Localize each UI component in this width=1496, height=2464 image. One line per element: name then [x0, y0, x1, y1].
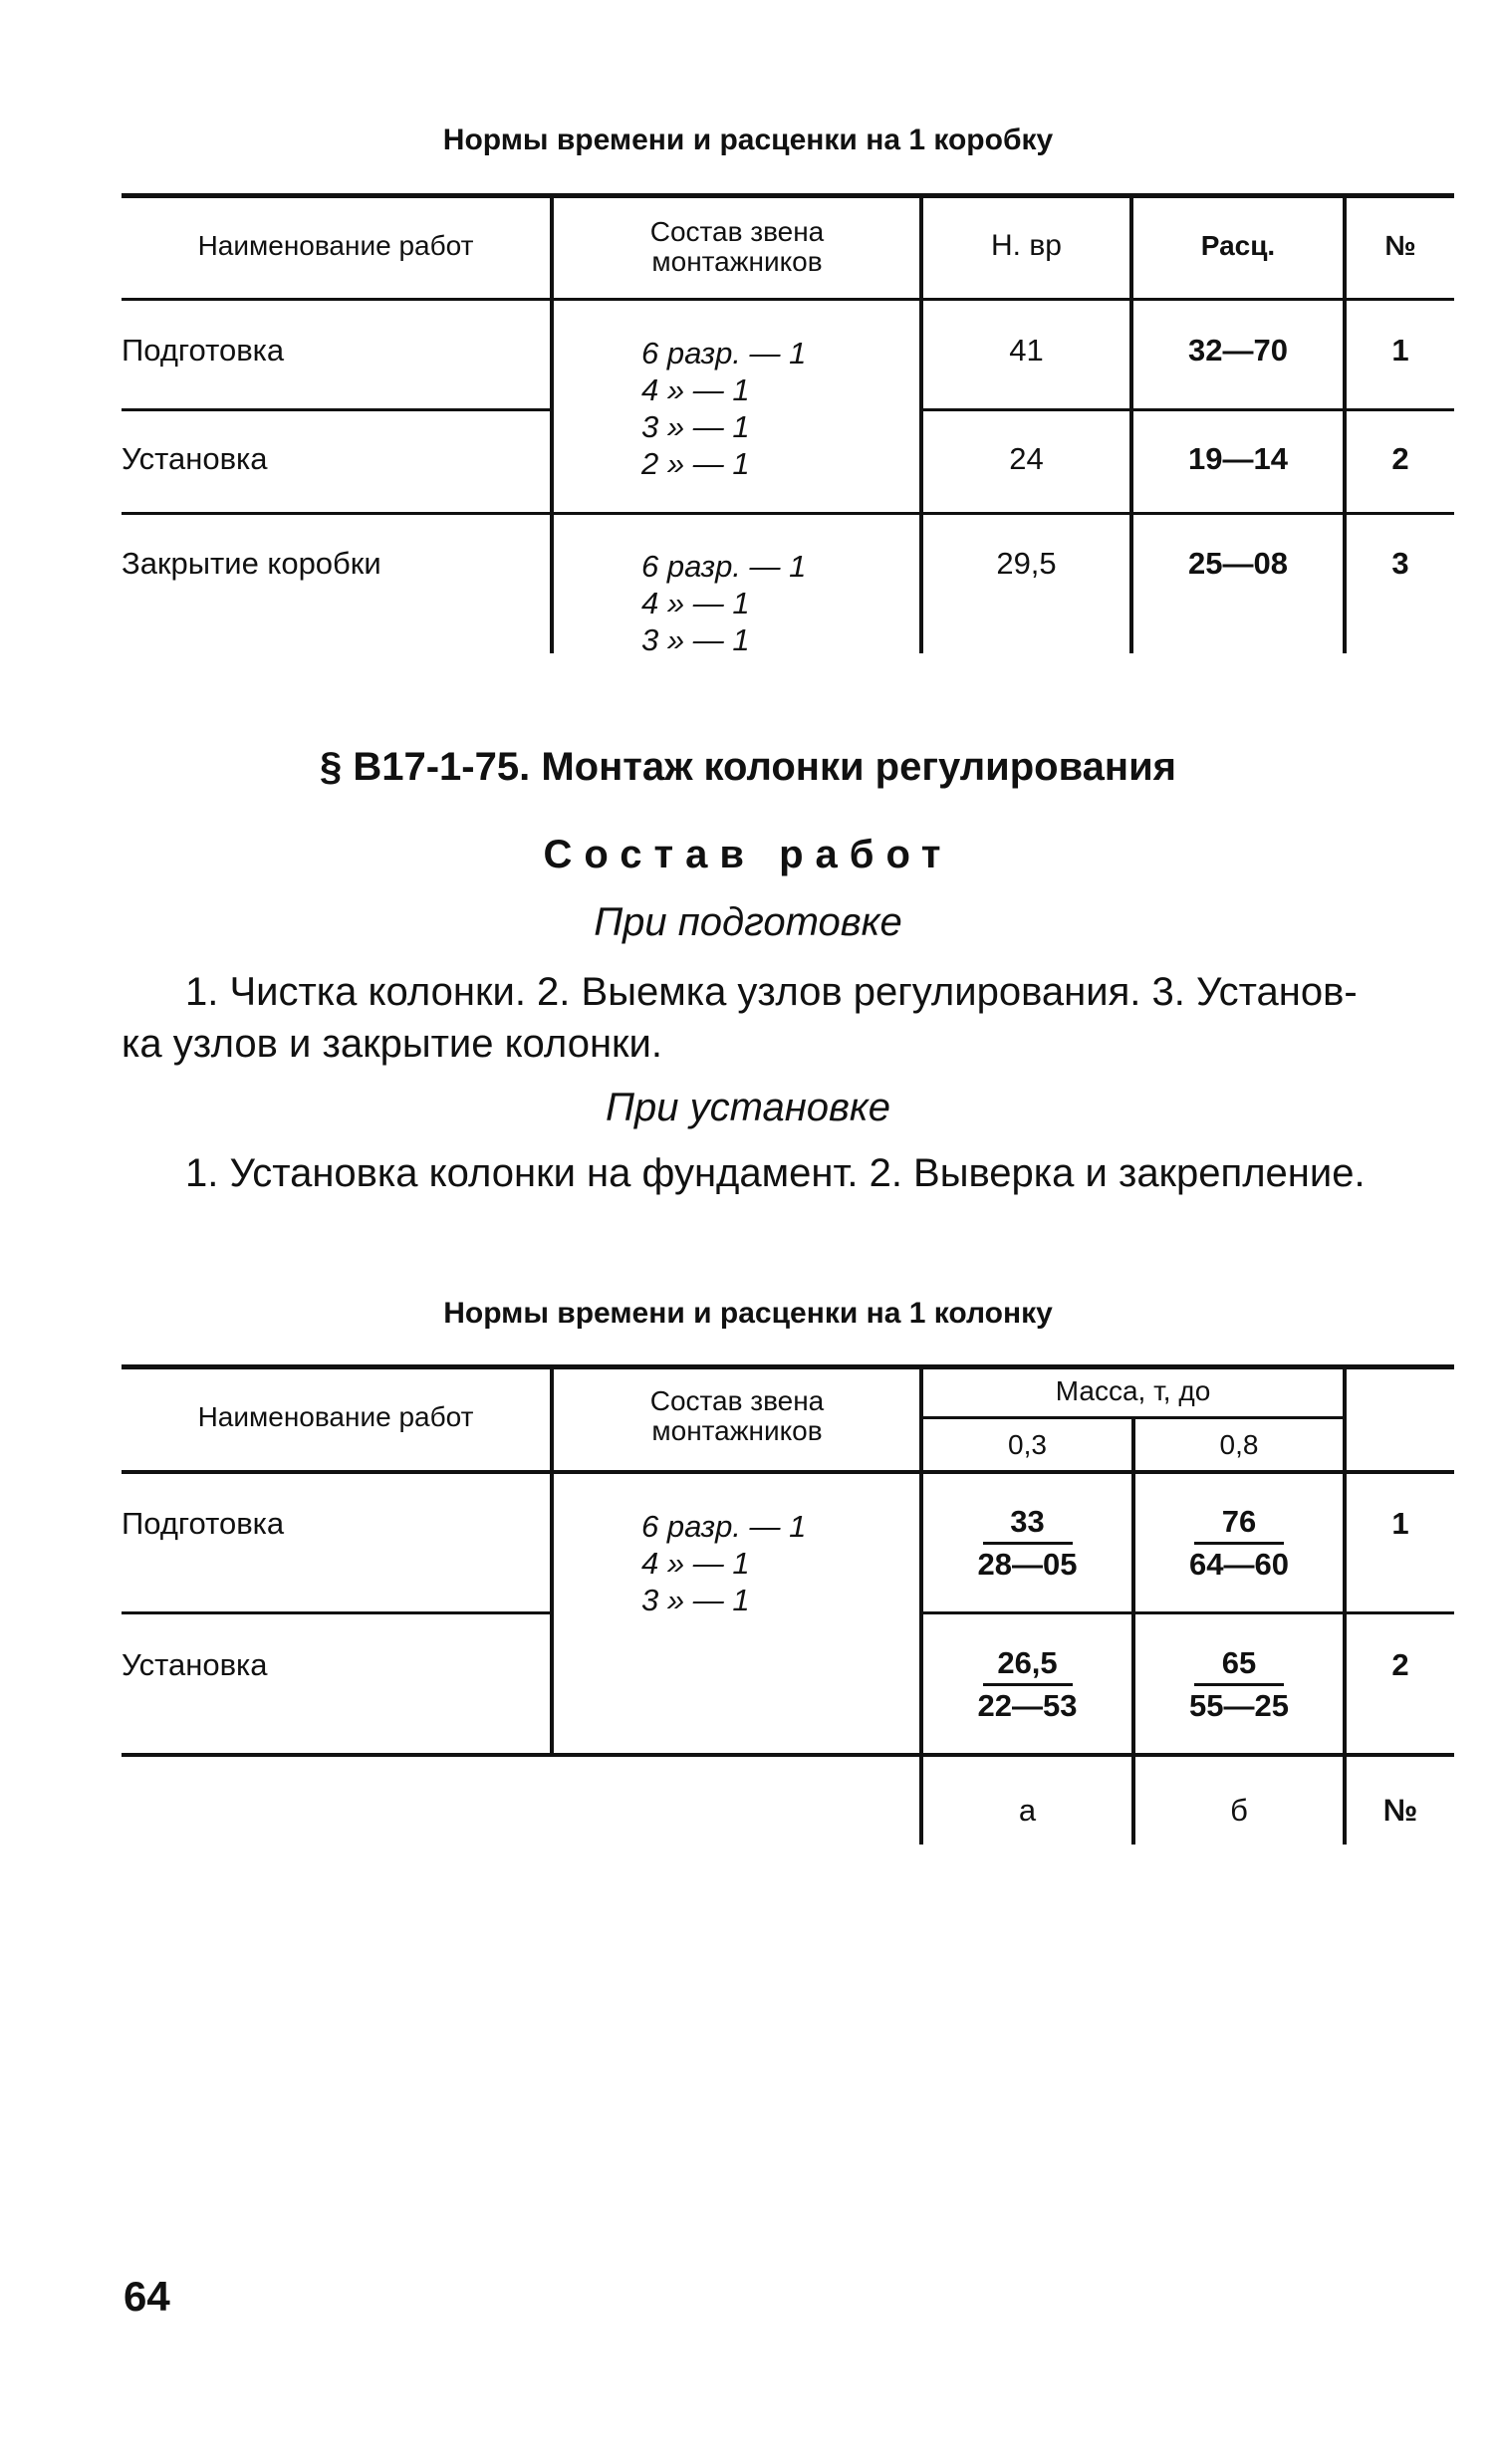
page-number: 64 — [124, 2273, 170, 2320]
table2-row2-b-rate: 55—25 — [1189, 1688, 1289, 1723]
prep-text-line2: ка узлов и закрытие колонки. — [122, 1022, 662, 1066]
table1-row2-rate: 19—14 — [1188, 441, 1288, 476]
table1-crew-a-1: 6 разр. — 1 — [641, 336, 807, 370]
table1-crew-a-3: 3 » — 1 — [641, 409, 750, 444]
table2-row2-a-rate: 22—53 — [977, 1688, 1078, 1723]
table1-crew-b-1: 6 разр. — 1 — [641, 549, 807, 584]
table2-footer-b: б — [1230, 1793, 1248, 1828]
table2-header-mass: Масса, т, до — [1055, 1375, 1211, 1406]
table2-row2-a — [923, 1643, 1131, 1726]
table1-row-rule-1a — [122, 408, 550, 411]
table1-row2-name: Установка — [122, 441, 268, 476]
table2-row2-b — [1135, 1643, 1343, 1726]
table2-header-crew: Состав звена монтажников — [649, 1385, 825, 1446]
table2-vline-4 — [1343, 1366, 1347, 1845]
table2-row2-name: Установка — [122, 1647, 268, 1682]
table2-bottom-rule — [122, 1753, 1454, 1757]
table2-row2-a-norm: 26,5 — [983, 1643, 1073, 1686]
section-subtitle: Состав работ — [543, 833, 953, 876]
table1-row3-norm: 29,5 — [996, 546, 1057, 581]
table1-row3-no: 3 — [1391, 546, 1409, 581]
table2-row1-no: 1 — [1391, 1506, 1409, 1541]
table2-row-rule-b — [921, 1611, 1454, 1614]
table1-crew-b-3: 3 » — 1 — [641, 622, 750, 657]
table2-top-rule — [122, 1364, 1454, 1369]
table1-vline-2 — [919, 195, 923, 653]
table1-crew-a-4: 2 » — 1 — [641, 446, 750, 481]
table2-row2-no: 2 — [1391, 1647, 1409, 1682]
table1-vline-1 — [550, 195, 554, 653]
table2-footer-a: а — [1018, 1793, 1037, 1828]
table1-header-no: № — [1384, 230, 1416, 261]
table2-row-rule-a — [122, 1611, 550, 1614]
table2-row1-a-norm: 33 — [983, 1502, 1073, 1545]
table2-header-col-a: 0,3 — [1008, 1429, 1047, 1460]
table2-header-rule — [122, 1470, 1454, 1474]
table2-crew-2: 4 » — 1 — [641, 1546, 750, 1581]
table1-vline-3 — [1129, 195, 1133, 653]
table2-crew — [641, 1508, 806, 1618]
prep-heading: При подготовке — [594, 900, 902, 944]
table2-crew-1: 6 разр. — 1 — [641, 1509, 807, 1544]
table2-row1-a — [923, 1502, 1131, 1585]
table1-row3-name: Закрытие коробки — [122, 546, 381, 581]
table1-row1-no: 1 — [1391, 333, 1409, 368]
inst-text: 1. Установка колонки на фундамент. 2. Выверка и закрепление. — [185, 1151, 1366, 1195]
table1-header-rule — [122, 298, 1454, 301]
table1-row-rule-2 — [122, 512, 1454, 515]
table2-footer-no: № — [1382, 1793, 1418, 1828]
table1-crew-a-2: 4 » — 1 — [641, 372, 750, 407]
table1-header-norm: Н. вр — [991, 229, 1062, 262]
table2-row1-a-rate: 28—05 — [977, 1547, 1078, 1582]
table2-caption: Нормы времени и расценки на 1 колонку — [443, 1297, 1053, 1330]
table1-vline-4 — [1343, 195, 1347, 653]
table1-crew-b — [641, 548, 806, 658]
table2-header-col-b: 0,8 — [1219, 1429, 1259, 1460]
table1-header-crew: Состав звена монтажников — [649, 216, 825, 277]
table1-header-name: Наименование работ — [197, 230, 474, 261]
table2-vline-3 — [1131, 1418, 1135, 1845]
table2-vline-1 — [550, 1366, 554, 1755]
table1-row1-norm: 41 — [1009, 333, 1044, 368]
table1-header-rate: Расц. — [1200, 230, 1276, 261]
table2-row1-b — [1135, 1502, 1343, 1585]
table1-top-rule — [122, 193, 1454, 198]
table1-row-rule-1b — [920, 408, 1454, 411]
table1-row3-rate: 25—08 — [1188, 546, 1288, 581]
table1-crew-b-2: 4 » — 1 — [641, 586, 750, 620]
table1-crew-a — [641, 335, 806, 482]
table1-row2-norm: 24 — [1009, 441, 1044, 476]
table1-row1-rate: 32—70 — [1188, 333, 1288, 368]
table1-caption: Нормы времени и расценки на 1 коробку — [442, 123, 1054, 156]
table2-row1-b-rate: 64—60 — [1189, 1547, 1289, 1582]
table2-row1-name: Подготовка — [122, 1506, 285, 1541]
inst-heading: При установке — [606, 1086, 890, 1129]
table2-header-name: Наименование работ — [197, 1401, 474, 1432]
table1-row1-name: Подготовка — [122, 333, 285, 368]
table2-row1-b-norm: 76 — [1194, 1502, 1284, 1545]
section-title: § В17-1-75. Монтаж колонки регулирования — [319, 745, 1177, 789]
table2-crew-3: 3 » — 1 — [641, 1583, 750, 1617]
table1-row2-no: 2 — [1391, 441, 1409, 476]
table2-row2-b-norm: 65 — [1194, 1643, 1284, 1686]
prep-text-line1: 1. Чистка колонки. 2. Выемка узлов регулирования. 3. Установ- — [185, 970, 1358, 1014]
